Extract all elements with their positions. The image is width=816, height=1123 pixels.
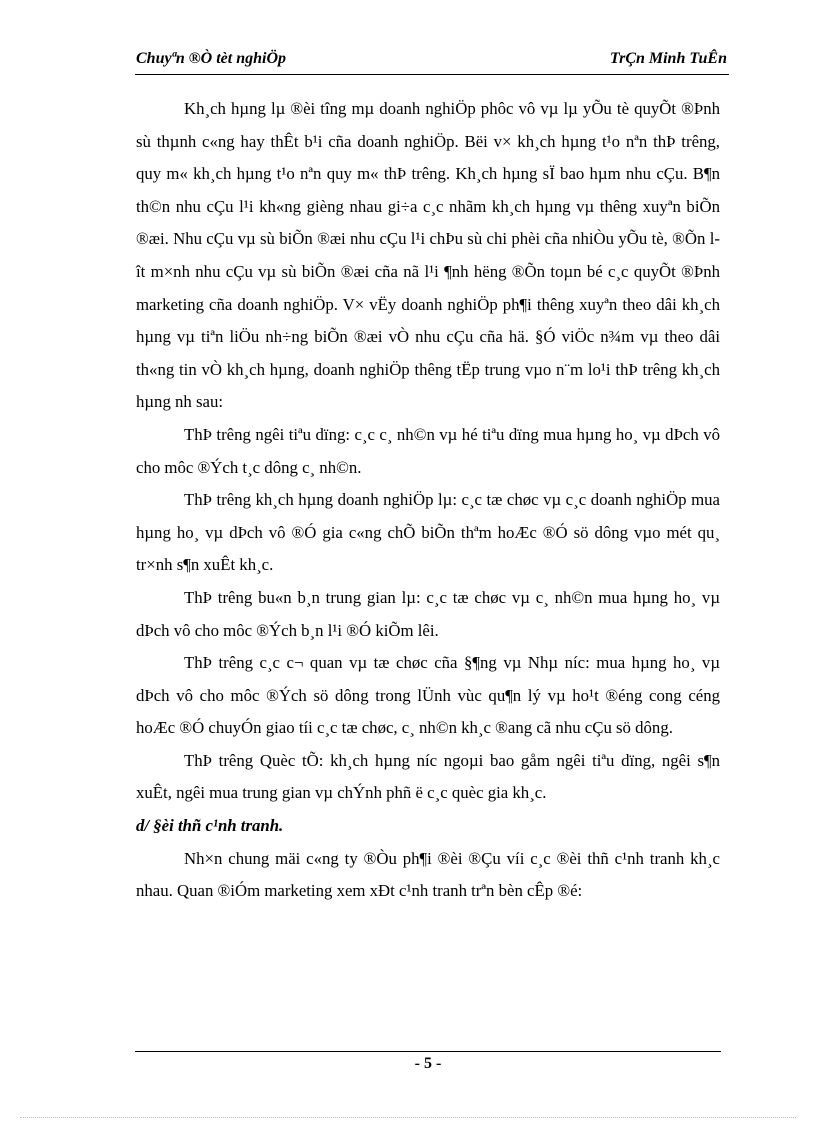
footer-divider [135, 1051, 721, 1052]
paragraph-international-market: ThÞ trêng Quèc tÕ: kh¸ch hµng níc ngoµi bao gåm ngêi tiªu dïng, ngêi s¶n xuÊt, ngêi mua trung gian vµ chÝnh phñ ë c¸c quèc gia kh¸c. [136, 750, 720, 803]
page-number: - 5 - [414, 1055, 442, 1072]
running-header [135, 48, 729, 75]
header-author-name: TrÇn Minh TuÊn [609, 50, 727, 67]
paragraph-government-market: ThÞ trêng c¸c c¬ quan vµ tæ chøc cña §¶ng vµ Nhµ níc: mua hµng ho¸ vµ dÞch vô cho môc ®Ých sö dông trong lÜnh vùc qu¶n lý vµ ho¹t ®éng cong céng hoÆc ®Ó chuyÓn giao tíi c¸c tæ chøc, c¸ nh©n kh¸c ®ang cã nhu cÇu sö dông. [136, 653, 720, 738]
header-thesis-title: Chuyªn ®Ò tèt nghiÖp [136, 50, 287, 67]
paragraph-customers: Kh¸ch hµng lµ ®èi tîng mµ doanh nghiÖp phôc vô vµ lµ yÕu tè quyÕt ®Þnh sù thµnh c«ng hay thÊt b¹i cña doanh nghiÖp. Bëi v× kh¸ch hµng t¹o nªn thÞ trêng, quy m« kh¸ch hµng t¹o nªn quy m« thÞ trêng. Kh¸ch hµng sÏ bao hµm nhu cÇu. B¶n th©n nhu cÇu l¹i kh«ng gièng nhau gi÷a c¸c nhãm kh¸ch hµng vµ thêng xuyªn biÕn ®æi. Nhu cÇu vµ sù biÕn ®æi nhu cÇu l¹i chÞu sù chi phèi cña nhiÒu yÕu tè, ®Õn lît m×nh nhu cÇu vµ sù biÕn ®æi cña nã l¹i ¶nh hëng ®Õn toµn bé c¸c quyÕt ®Þnh marketing cña doanh nghiÖp. V× vËy doanh nghiÖp ph¶i thêng xuyªn theo dâi kh¸ch hµng vµ tiªn liÖu nh÷ng biÕn ®æi vÒ nhu cÇu cña hä. §Ó viÖc n¾m vµ theo dâi th«ng tin vÒ kh¸ch hµng, doanh nghiÖp thêng tËp trung vµo n¨m lo¹i thÞ trêng kh¸ch hµng nh sau: [136, 99, 720, 412]
paragraph-reseller-market: ThÞ trêng bu«n b¸n trung gian lµ: c¸c tæ chøc vµ c¸ nh©n mua hµng ho¸ vµ dÞch vô cho môc ®Ých b¸n l¹i ®Ó kiÕm lêi. [136, 587, 720, 640]
section-heading-competitors: d/ §èi thñ c¹nh tranh. [136, 816, 284, 836]
body-text [136, 93, 720, 908]
page-bottom-border [20, 1117, 796, 1118]
paragraph-consumer-market: ThÞ trêng ngêi tiªu dïng: c¸c c¸ nh©n vµ hé tiªu dïng mua hµng ho¸ vµ dÞch vô cho môc ®Ých t¸c dông c¸ nh©n. [136, 424, 720, 477]
paragraph-competitors: Nh×n chung mäi c«ng ty ®Òu ph¶i ®èi ®Çu víi c¸c ®èi thñ c¹nh tranh kh¸c nhau. Quan ®iÓm marketing xem xÐt c¹nh tranh trªn bèn cÊp ®é: [136, 848, 720, 901]
paragraph-business-market: ThÞ trêng kh¸ch hµng doanh nghiÖp lµ: c¸c tæ chøc vµ c¸c doanh nghiÖp mua hµng ho¸ vµ dÞch vô ®Ó gia c«ng chÕ biÕn thªm hoÆc ®Ó sö dông vµo mét qu¸ tr×nh s¶n xuÊt kh¸c. [136, 490, 720, 575]
